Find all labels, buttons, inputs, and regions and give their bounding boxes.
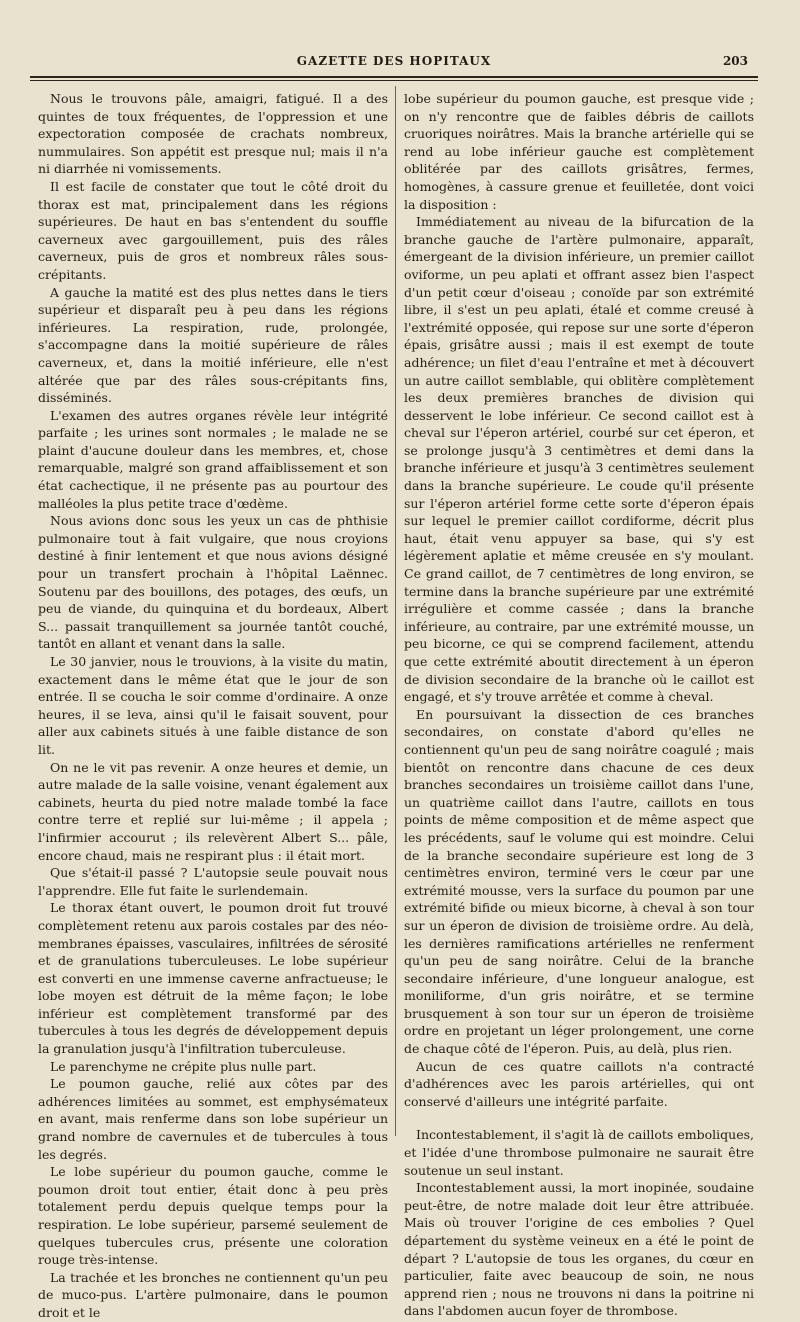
right-column <box>404 90 754 1320</box>
header-rule <box>30 76 758 81</box>
paragraph: Immédiatement au niveau de la bifurcation de la branche gauche de l'artère pulmonaire, apparaît, émergeant de la division inférieure, un premier caillot oviforme, un peu aplati et offrant assez bien l'aspect d'un petit cœur d'oiseau ; conoïde par son extrémité libre, il s'est un peu aplati, étalé et comme creusé à l'extrémité opposée, qui repose sur une sorte d'éperon épais, grisâtre aussi ; mais il est exempt de toute adhérence; un filet d'eau l'entraîne et met à découvert un autre caillot semblable, qui oblitère complètement les deux premières branches de division qui desservent le lobe inférieur. Ce second caillot est à cheval sur l'éperon artériel, courbé sur cet éperon, et se prolonge jusqu'à 3 centimètres et demi dans la branche inférieure et jusqu'à 3 centimètres seulement dans la branche supérieure. Le coude qu'il présente sur l'éperon artériel forme cette sorte d'éperon épais sur lequel le premier caillot cordiforme, décrit plus haut, était venu appuyer sa base, qui s'y est légèrement aplatie et même creusée en s'y moulant. Ce grand caillot, de 7 centimètres de long environ, se termine dans la branche supérieure par une extrémité irrégulière et comme cassée ; dans la branche inférieure, au contraire, par une extrémité mousse, un peu bicorne, ce qui se comprend facilement, attendu que cette extrémité aboutit directement à un éperon de division secondaire de la branche où le caillot est engagé, et s'y trouve arrêtée et comme à cheval. <box>404 214 754 705</box>
running-head <box>30 54 758 72</box>
page-number: 203 <box>722 54 748 68</box>
paragraph: lobe supérieur du poumon gauche, est presque vide ; on n'y rencontre que de faibles débris de caillots cruoriques noirâtres. Mais la branche artérielle qui se rend au lobe inférieur gauche est complètement oblitérée par des caillots grisâtres, fermes, homogènes, à cassure grenue et feuilletée, dont voici la disposition : <box>404 91 754 212</box>
paragraph: Le lobe supérieur du poumon gauche, comme le poumon droit tout entier, était donc à peu près totalement perdu depuis quelque temps pour la respiration. Le lobe supérieur, parsemé seulement de quelques tubercules crus, présente une coloration rouge très-intense. <box>38 1164 388 1268</box>
paragraph: On ne le vit pas revenir. A onze heures et demie, un autre malade de la salle voisine, venant également aux cabinets, heurta du pied notre malade tombé la face contre terre et replié sur lui-même ; il appela ; l'infirmier accourut ; ils relevèrent Albert S... pâle, encore chaud, mais ne respirant plus : il était mort. <box>38 759 388 863</box>
paragraph: Il est facile de constater que tout le côté droit du thorax est mat, principalement dans les régions supérieures. De haut en bas s'entendent du souffle caverneux avec gargouillement, puis des râles caverneux, puis de gros et nombreux râles sous-crépitants. <box>38 178 388 282</box>
left-column <box>38 90 388 1322</box>
paragraph: La trachée et les bronches ne contiennent qu'un peu de muco-pus. L'artère pulmonaire, dans le poumon droit et le <box>38 1269 388 1320</box>
paragraph: Le parenchyme ne crépite plus nulle part. <box>50 1058 317 1074</box>
journal-title: GAZETTE DES HOPITAUX <box>296 54 492 68</box>
paragraph: Incontestablement aussi, la mort inopinée, soudaine peut-être, de notre malade doit leur être attribuée. Mais où trouver l'origine de ces embolies ? Quel département du système veineux en a été le point de départ ? L'autopsie de tous les organes, du cœur en particulier, faite avec beaucoup de soin, ne nous apprend rien ; nous ne trouvons ni dans la poitrine ni dans l'abdomen aucun foyer de thrombose. <box>404 1180 754 1319</box>
column-divider <box>395 86 396 1136</box>
paragraph: Aucun de ces quatre caillots n'a contracté d'adhérences avec les parois artérielles, qui ont conservé d'ailleurs une intégrité parfaite. <box>404 1058 754 1109</box>
paragraph: Le thorax étant ouvert, le poumon droit fut trouvé complètement retenu aux parois costales par des néo-membranes épaisses, vasculaires, infiltrées de sérosité et de granulations tuberculeuses. Le lobe supérieur est converti en une immense caverne anfractueuse; le lobe moyen est détruit de la même façon; le lobe inférieur est complètement transformé par des tubercules à tous les degrés de développement depuis la granulation jusqu'à l'infiltration tuberculeuse. <box>38 900 388 1057</box>
paragraph: Nous avions donc sous les yeux un cas de phthisie pulmonaire tout à fait vulgaire, que nous croyions destiné à finir lentement et que nous avions désigné pour un transfert prochain à l'hôpital Laënnec. Soutenu par des bouillons, des potages, des œufs, un peu de viande, du quinquina et du bordeaux, Albert S... passait tranquillement sa journée tantôt couché, tantôt en allant et venant dans la salle. <box>38 513 388 652</box>
paragraph: Le poumon gauche, relié aux côtes par des adhérences limitées au sommet, est emphysémateux en avant, mais renferme dans son lobe supérieur un grand nombre de cavernules et de tubercules à tous les degrés. <box>38 1076 388 1162</box>
paragraph: Incontestablement, il s'agit là de caillots emboliques, et l'idée d'une thrombose pulmonaire ne saurait être soutenue un seul instant. <box>404 1127 754 1178</box>
paragraph: Nous le trouvons pâle, amaigri, fatigué. Il a des quintes de toux fréquentes, de l'oppression et une expectoration composée de crachats nombreux, nummulaires. Son appétit est presque nul; mais il n'a ni diarrhée ni vomissements. <box>38 91 388 177</box>
paragraph: Que s'était-il passé ? L'autopsie seule pouvait nous l'apprendre. Elle fut faite le surlendemain. <box>38 865 388 898</box>
paragraph: En poursuivant la dissection de ces branches secondaires, on constate d'abord qu'elles ne contiennent qu'un peu de sang noirâtre coagulé ; mais bientôt on rencontre dans chacune de ces deux branches secondaires un troisième caillot dans l'une, un quatrième caillot dans l'autre, caillots en tous points de même composition et de même aspect que les précédents, sauf le volume qui est moindre. Celui de la branche secondaire supérieure est long de 3 centimètres environ, terminé vers le cœur par une extrémité mousse, vers la surface du poumon par une extrémité bifide ou mieux bicorne, à cheval à son tour sur un éperon de division de troisième ordre. Au delà, les dernières ramifications artérielles ne renferment qu'un peu de sang noirâtre. Celui de la branche secondaire inférieure, d'une longueur analogue, est moniliforme, d'un gris noirâtre, et se termine brusquement à son tour sur un éperon de troisième ordre en projetant un léger prolongement, une corne de chaque côté de l'éperon. Puis, au delà, plus rien. <box>404 706 754 1057</box>
paragraph: L'examen des autres organes révèle leur intégrité parfaite ; les urines sont normales ; le malade ne se plaint d'aucune douleur dans les membres, et, chose remarquable, malgré son grand affaiblissement et son état cachectique, il ne présente pas au pourtour des malléoles la plus petite trace d'œdème. <box>38 407 388 511</box>
paragraph: A gauche la matité est des plus nettes dans le tiers supérieur et disparaît peu à peu dans les régions inférieures. La respiration, rude, prolongée, s'accompagne dans la moitié supérieure de râles caverneux, et, dans la moitié inférieure, elle n'est altérée que par des râles sous-crépitants fins, disséminés. <box>38 284 388 406</box>
paragraph: Le 30 janvier, nous le trouvions, à la visite du matin, exactement dans le même état que le jour de son entrée. Il se coucha le soir comme d'ordinaire. A onze heures, il se leva, ainsi qu'il le faisait souvent, pour aller aux cabinets situés à une faible distance de son lit. <box>38 654 388 757</box>
